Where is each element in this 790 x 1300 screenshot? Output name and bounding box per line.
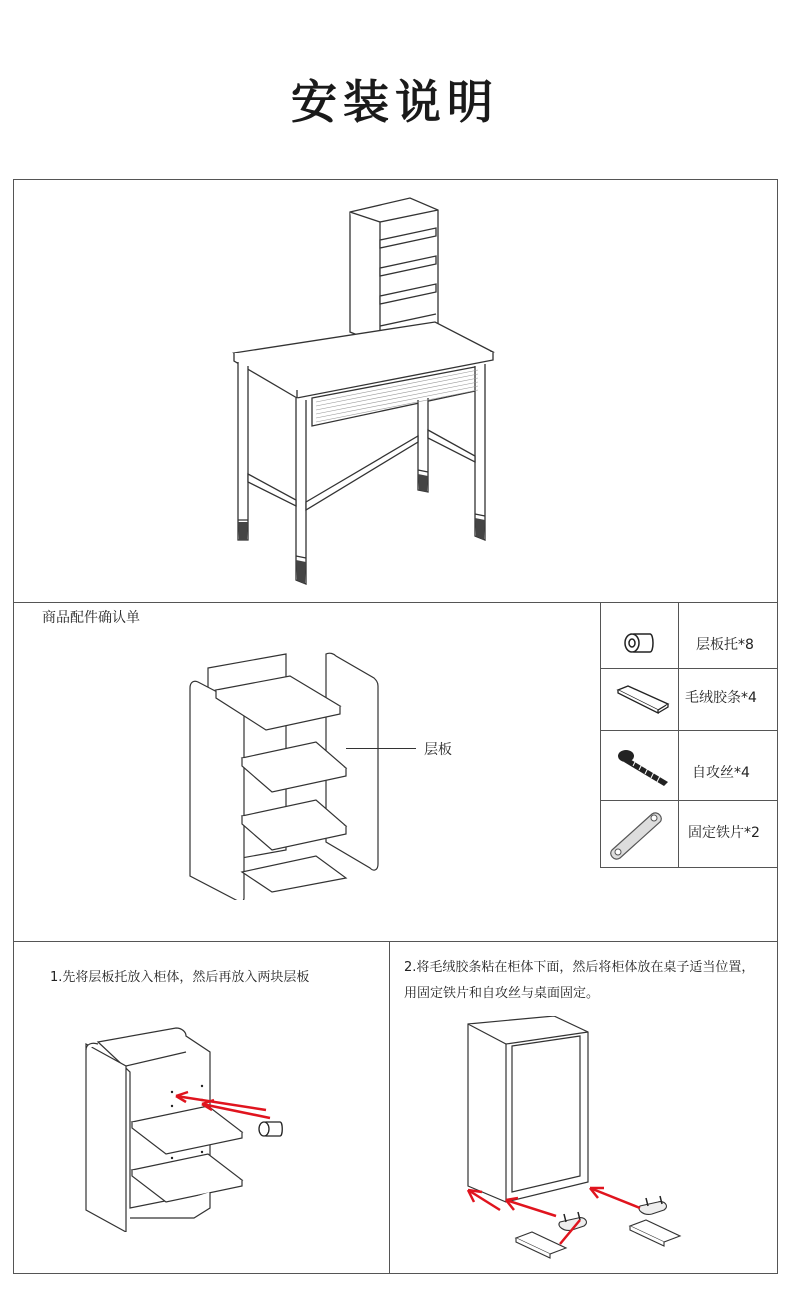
parts-item-label: 毛绒胶条*4 — [685, 690, 757, 706]
parts-item-label: 固定铁片*2 — [688, 825, 760, 841]
screw-icon — [614, 746, 674, 790]
step-2-text: 2.将毛绒胶条粘在柜体下面，然后将柜体放在桌子适当位置，用固定铁片和自攻丝与桌面固定。 — [404, 960, 755, 1001]
step-1-text: 1.先将层板托放入柜体，然后再放入两块层板 — [50, 970, 310, 985]
shelf-callout-label: 层板 — [424, 742, 452, 758]
iron-plate-icon — [606, 806, 666, 862]
shelf-pin-icon — [620, 628, 660, 658]
cabinet-exploded-illustration — [186, 650, 386, 900]
page-title: 安装说明 — [291, 75, 499, 129]
step-1-illustration — [82, 1022, 312, 1232]
desk-illustration — [0, 180, 790, 600]
divider-steps — [389, 941, 390, 1274]
parts-item-label: 层板托*8 — [696, 637, 754, 653]
parts-table-column-divider — [678, 602, 679, 868]
shelf-callout-line — [346, 748, 416, 749]
parts-table-row-divider — [600, 800, 778, 801]
parts-table-row-divider — [600, 730, 778, 731]
step-1-arrows — [166, 1084, 286, 1124]
parts-heading: 商品配件确认单 — [42, 610, 140, 626]
felt-strip-icon — [614, 684, 670, 714]
parts-item-label: 自攻丝*4 — [692, 765, 750, 781]
step-2-arrows — [460, 1180, 660, 1250]
divider-middle — [13, 941, 778, 942]
parts-table-row-divider — [600, 668, 778, 669]
